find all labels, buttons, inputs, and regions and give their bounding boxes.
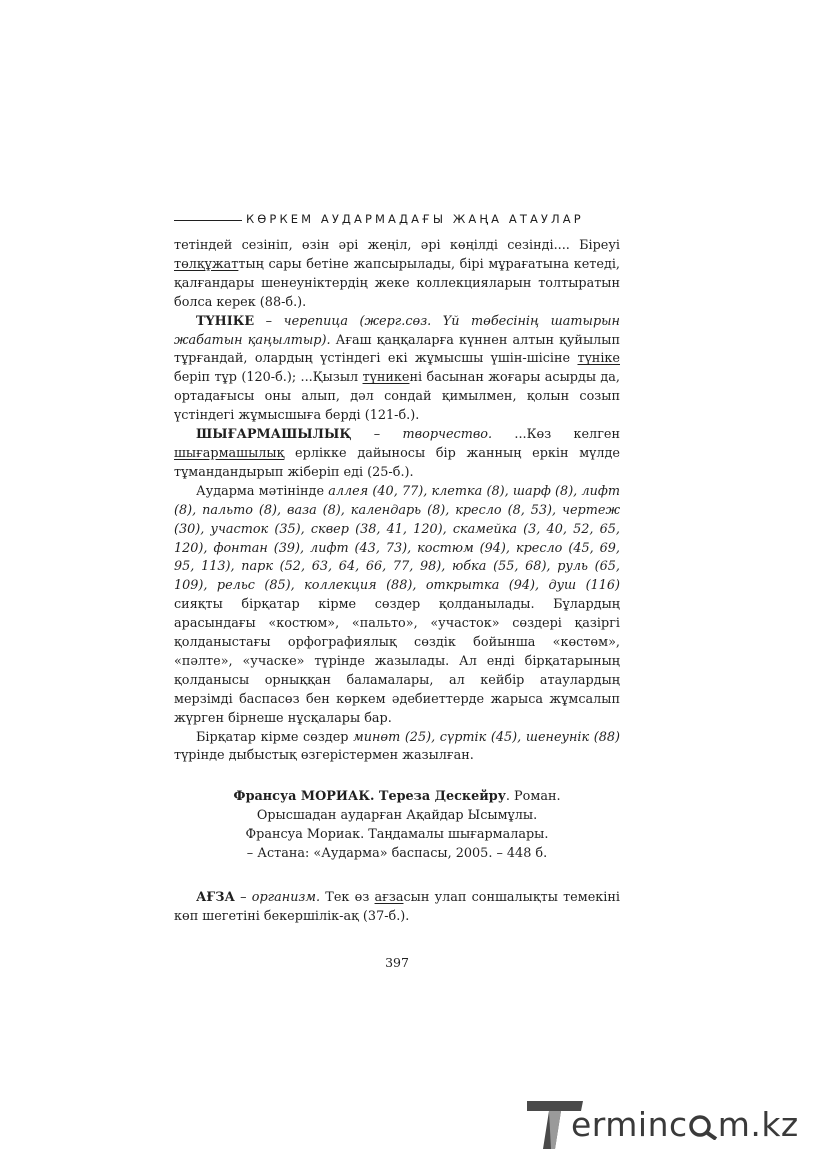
loanword-list: минөт (25), сүртік (45), шенеунік (88) xyxy=(353,729,620,745)
header-title: КӨРКЕМ АУДАРМАДАҒЫ ЖАҢА АТАУЛАР xyxy=(246,212,584,226)
bibliography xyxy=(174,787,620,863)
underlined-term: ағза xyxy=(374,890,404,906)
magnifier-o-icon xyxy=(688,1114,718,1140)
paragraph-loanwords: Аударма мәтінінде аллея (40, 77), клетка (8), шарф (8), лифт (8), пальто (8), ваза (8), календарь (8), кресло (8, 53), чертеж (30), участок (35), сквер (38, 41, 120), скамейка (3, 40, 52, 65, 120), фонтан (39), лифт (43, 73), костюм (94), кресло (45, 69, 95, 113), парк (52, 63, 64, 66, 77, 98), юбка (55, 68), руль (65, 109), рельс (85), коллекция (88), открытка (94), душ (116) сияқты бірқатар кірме сөздер қолданылады. Бұлардың арасындағы «костюм», «пальто», «участок» сөздері қазіргі қолданыстағы орфографиялық сөздік бойынша «көстөм», «пәлте», «учаске» түрінде жазылады. Ал енді бірқатарының қолданысы орныққан баламалары, ал кейбір атаулардың мерзімді баспасөз бен көркем әдебиеттерде жарыса жұмсалып жүрген бірнеше нұсқалары бар. xyxy=(174,483,620,726)
logo-text: erminc m.kz xyxy=(571,1105,799,1144)
bibliography-line-4: – Астана: «Аударма» баспасы, 2005. – 448 б. xyxy=(246,846,548,862)
bibliography-line-3: Франсуа Мориак. Таңдамалы шығармалары. xyxy=(245,827,549,843)
bibliography-line-1: Франсуа МОРИАК. Тереза Дескейру. Роман. xyxy=(233,789,561,805)
entry-definition: черепица (жерг.сөз. Үй төбесінің шатырын жабатын қаңылтыр). xyxy=(174,313,620,348)
termincom-logo xyxy=(525,1095,815,1155)
underlined-term: шығармашылық xyxy=(174,445,285,461)
paragraph-1: тетіндей сезініп, өзін әрі жеңіл, әрі көңілді сезінді.... Біреуі төлқұжаттың сары бетіне жапсырылады, бірі мұрағатына кетеді, қалғандары шенеуніктердің жеке коллекцияларын толтыратын болса керек (88-б.). xyxy=(174,238,620,310)
entry-definition: организм. xyxy=(251,890,321,906)
entry-term: АҒЗА xyxy=(196,890,235,906)
underlined-term: түніке xyxy=(577,351,620,367)
running-header xyxy=(174,212,620,232)
header-rule xyxy=(174,220,242,221)
entry-term: ТҮНІКЕ xyxy=(196,313,255,329)
entry-term: ШЫҒАРМАШЫЛЫҚ xyxy=(196,427,352,443)
bibliography-line-2: Орысшадан аударған Ақайдар Ысымұлы. xyxy=(256,808,538,824)
loanword-list: аллея (40, 77), клетка (8), шарф (8), лифт (8), пальто (8), ваза (8), календарь (8), кресло (8, 53), чертеж (30), участок (35), сквер (38, 41, 120), скамейка (3, 40, 52, 65, 120), фонтан (39), лифт (43, 73), костюм (94), кресло (45, 69, 95, 113), парк (52, 63, 64, 66, 77, 98), юбка (55, 68), руль (65, 109), рельс (85), коллекция (88), открытка (94), душ (116) xyxy=(174,483,620,594)
paragraph-phonetic: Бірқатар кірме сөздер минөт (25), сүртік (45), шенеунік (88) түрінде дыбыстық өзгерістермен жазылған. xyxy=(174,729,620,764)
entry-shygarmashylyk: ШЫҒАРМАШЫЛЫҚ – творчество. ...Көз келген шығармашылық ерлікке дайыносы бір жанның еркін мүлде тұмандандырып жіберіп еді (25-б.). xyxy=(174,427,620,480)
entry-agza: АҒЗА – организм. Тек өз ағзасын улап соншалықты темекіні көп шегетіні бекершілік-ақ (37-б.). xyxy=(174,890,620,925)
entry-tunike: ТҮНІКЕ – черепица (жерг.сөз. Үй төбесінің шатырын жабатын қаңылтыр). Ағаш қаңқаларға күннен алтын қуйылып тұрғандай, олардың үстіндегі екі жұмысшы үшін-шісіне түніке беріп тұр (120-б.); ...Қызыл түникені басынан жоғары асырды да, ортадағысы оны алып, дәл сондай қимылмен, қолын созып үстіндегі жұмысшыға берді (121-б.). xyxy=(174,313,620,424)
page-body xyxy=(174,237,620,927)
underlined-term: төлқұжат xyxy=(174,256,239,272)
page-number: 397 xyxy=(385,955,409,970)
entry-definition: творчество. xyxy=(402,427,493,443)
underlined-term: түнике xyxy=(362,370,410,386)
